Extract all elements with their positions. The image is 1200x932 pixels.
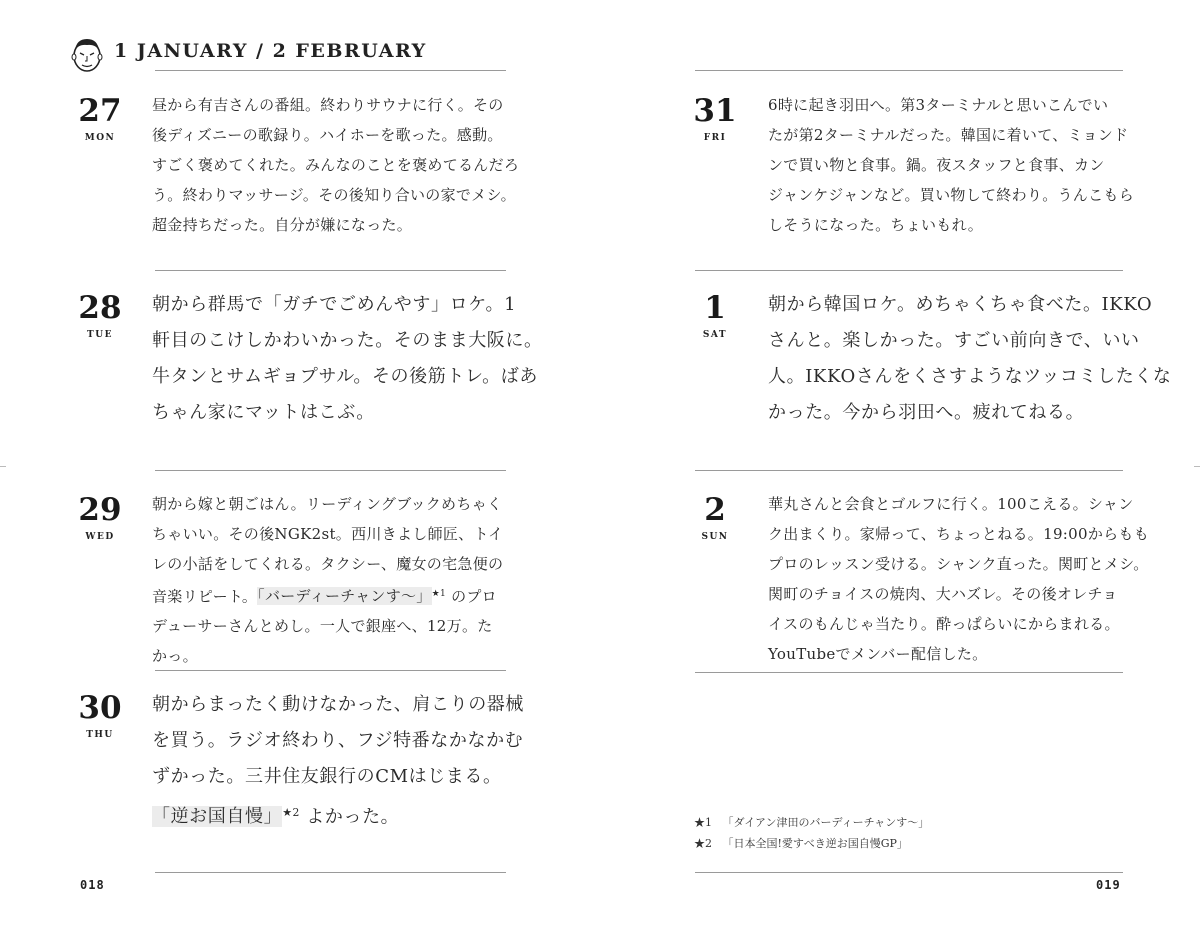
text-line: 牛タンとサムギョプサル。その後筋トレ。ばあ <box>152 366 538 387</box>
entry-text <box>152 687 524 835</box>
footnote <box>694 835 908 851</box>
entry-text <box>152 489 503 671</box>
text-line: ク出まくり。家帰って、ちょっとねる。19:00からもも <box>768 525 1150 543</box>
text-line: う。終わりマッサージ。その後知り合いの家でメシ。 <box>152 186 516 204</box>
text-line: 華丸さんと会食とゴルフに行く。100こえる。シャン <box>768 495 1134 513</box>
text-line: かった。今から羽田へ。疲れてねる。 <box>768 402 1085 423</box>
entry-weekday: SAT <box>702 330 728 340</box>
text-line: さんと。楽しかった。すごい前向きで、いい <box>768 330 1140 351</box>
entry-weekday: FRI <box>703 133 727 143</box>
text-segment: よかった。 <box>299 806 400 828</box>
text-line: 超金持ちだった。自分が嫌になった。 <box>152 216 413 234</box>
entry-text <box>152 287 543 431</box>
text-line: 朝から嫁と朝ごはん。リーディングブックめちゃく <box>152 495 503 513</box>
entry-date: 2 <box>704 492 726 528</box>
text-line: 関町のチョイスの焼肉、大ハズレ。その後オレチョ <box>768 585 1118 603</box>
text-line: ずかった。三井住友銀行のCMはじまる。 <box>152 766 502 787</box>
text-line: 朝から韓国ロケ。めちゃくちゃ食べた。IKKO <box>768 294 1153 315</box>
divider <box>155 270 506 271</box>
entry-date: 31 <box>693 93 737 129</box>
text-line: 朝から群馬で「ガチでごめんやす」ロケ。1 <box>152 294 517 315</box>
entry-weekday: MON <box>84 133 116 143</box>
text-line: 後ディズニーの歌録り。ハイホーを歌った。感動。 <box>152 126 503 144</box>
divider <box>695 70 1123 71</box>
entry-text <box>768 90 1134 240</box>
face-portrait-icon <box>70 36 104 74</box>
page-number-right: 019 <box>1096 878 1121 892</box>
divider <box>155 70 506 71</box>
text-line: を買う。ラジオ終わり、フジ特番なかなかむ <box>152 730 524 751</box>
entry-date: 30 <box>78 690 122 726</box>
text-line: 昼から有吉さんの番組。終わりサウナに行く。その <box>152 96 504 114</box>
footnote-text: 「日本全国!愛すべき逆お国自慢GP」 <box>722 837 908 850</box>
footnote-text: 「ダイアン津田のバーディーチャンす～」 <box>722 816 930 829</box>
divider <box>695 470 1123 471</box>
text-line: 朝からまったく動けなかった、肩こりの器械 <box>152 694 524 715</box>
text-line: デューサーさんとめし。一人で銀座へ、12万。た <box>152 617 493 636</box>
text-line: イスのもんじゃ当たり。酔っぱらいにからまれる。 <box>768 615 1120 633</box>
footnote-mark: ★2 <box>694 837 712 850</box>
text-line: ジャンケジャンなど。買い物して終わり。うんこもら <box>768 186 1135 204</box>
trim-mark <box>0 466 6 467</box>
text-line <box>152 795 524 835</box>
text-line: プロのレッスン受ける。シャンク直った。関町とメシ。 <box>768 555 1149 573</box>
entry-date: 28 <box>78 290 122 326</box>
footnote-mark: ★1 <box>694 816 712 829</box>
entry-weekday: TUE <box>87 330 113 340</box>
divider <box>695 270 1123 271</box>
spread-title: 1 JANUARY / 2 FEBRUARY <box>114 40 427 62</box>
divider <box>155 470 506 471</box>
text-line: ンで買い物と食事。鍋。夜スタッフと食事、カン <box>768 156 1105 174</box>
entry-weekday: WED <box>85 532 115 542</box>
text-segment: 音楽リピート。 <box>152 587 258 606</box>
text-line: かっ。 <box>152 647 198 666</box>
entry-text <box>152 90 519 240</box>
trim-mark <box>1194 466 1200 467</box>
text-line: すごく褒めてくれた。みんなのことを褒めてるんだろ <box>152 156 520 174</box>
entry-date: 27 <box>78 93 122 129</box>
highlighted-title: 「バーディーチャンす～」 <box>257 587 432 606</box>
highlighted-title: 「逆お国自慢」 <box>152 806 283 828</box>
entry-text <box>768 287 1172 431</box>
divider <box>695 672 1123 673</box>
text-line: ちゃん家にマットはこぶ。 <box>152 402 375 423</box>
text-line: レの小話をしてくれる。タクシー、魔女の宅急便の <box>152 555 504 573</box>
text-line: 6時に起き羽田へ。第3ターミナルと思いこんでい <box>768 96 1109 114</box>
text-line <box>152 579 503 611</box>
entry-weekday: SUN <box>701 532 729 542</box>
text-line: 軒目のこけしかわいかった。そのまま大阪に。 <box>152 330 543 351</box>
entry-date: 1 <box>704 290 726 326</box>
entry-weekday: THU <box>86 730 114 740</box>
footnote-ref: ★1 <box>431 589 447 599</box>
text-line: たが第2ターミナルだった。韓国に着いて、ミョンド <box>768 126 1129 144</box>
entry-text <box>768 489 1149 669</box>
text-segment: のプロ <box>446 587 497 606</box>
page-number-left: 018 <box>80 878 105 892</box>
entry-date: 29 <box>78 492 122 528</box>
text-line: YouTubeでメンバー配信した。 <box>768 645 988 663</box>
footnote <box>694 814 929 830</box>
text-line: 人。IKKOさんをくさすようなツッコミしたくな <box>768 366 1172 387</box>
divider <box>155 872 506 873</box>
text-line: ちゃいい。その後NGK2st。西川きよし師匠、トイ <box>152 525 504 543</box>
footnote-ref: ★2 <box>282 806 300 819</box>
text-line: しそうになった。ちょいもれ。 <box>768 216 984 234</box>
divider <box>695 872 1123 873</box>
